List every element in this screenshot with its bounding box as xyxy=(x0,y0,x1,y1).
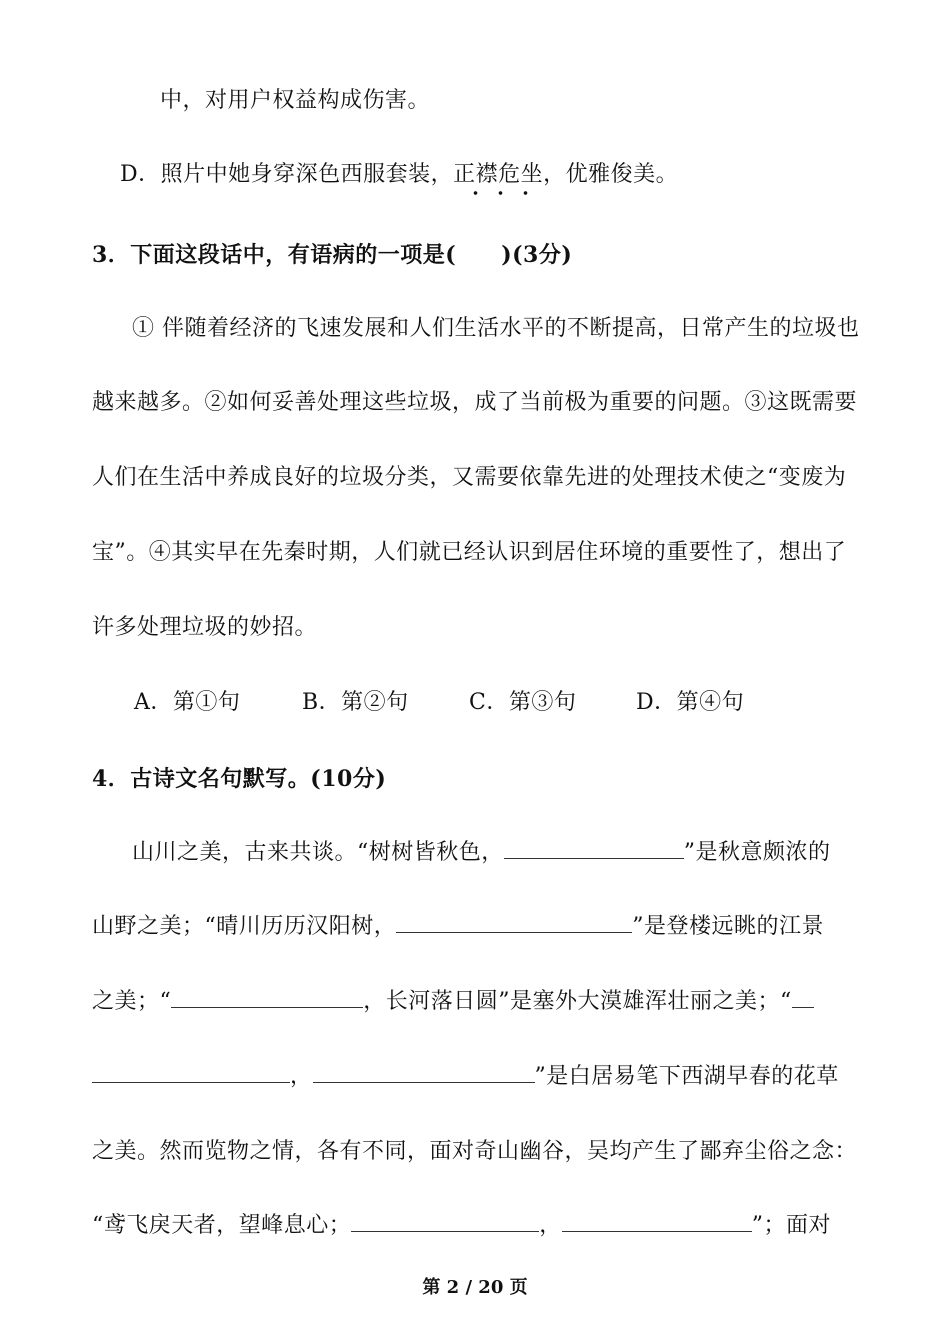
q4-line-2 xyxy=(92,912,824,942)
q4-line-3 xyxy=(92,987,814,1017)
q2-option-d-prefix: D．照片中她身穿深色西服套装， xyxy=(120,162,454,187)
answer-blank[interactable] xyxy=(171,987,363,1008)
q3-heading: 3．下面这段话中，有语病的一项是( )(3分) xyxy=(92,242,573,268)
answer-blank[interactable] xyxy=(351,1211,539,1232)
q3-passage-line: 宝”。④其实早在先秦时期，人们就已经认识到居住环境的重要性了，想出了 xyxy=(92,540,847,565)
q3-option-b: B．第②句 xyxy=(302,690,409,715)
q3-option-d: D．第④句 xyxy=(636,690,745,715)
q4-text: “鸢飞戾天者，望峰息心； xyxy=(92,1213,352,1238)
q3-options xyxy=(0,688,950,718)
page-number: 第 2 / 20 页 xyxy=(422,1277,528,1298)
q4-text: ”；面对 xyxy=(751,1213,832,1238)
q4-text: ”是登楼远眺的江景 xyxy=(632,914,824,939)
q3-option-c: C．第③句 xyxy=(469,690,577,715)
q4-text: ， xyxy=(290,1064,313,1089)
q3-passage-line: 许多处理垃圾的妙招。 xyxy=(92,615,318,640)
q4-text: ”是秋意颇浓的 xyxy=(683,840,831,865)
answer-blank[interactable] xyxy=(562,1211,752,1232)
q4-text: 之美；“ xyxy=(92,989,172,1014)
q4-text: ，长河落日圆”是塞外大漠雄浑壮丽之美；“ xyxy=(363,989,792,1014)
q3-passage-line: ① 伴随着经济的飞速发展和人们生活水平的不断提高，日常产生的垃圾也 xyxy=(132,316,860,341)
q4-text: 山野之美；“晴川历历汉阳树， xyxy=(92,914,397,939)
q4-line-5: 之美。然而览物之情，各有不同，面对奇山幽谷，吴均产生了鄙弃尘俗之念： xyxy=(92,1139,858,1164)
q3-passage-line: 越来越多。②如何妥善处理这些垃圾，成了当前极为重要的问题。③这既需要 xyxy=(92,390,858,415)
answer-blank[interactable] xyxy=(396,912,632,933)
q3-option-a: A．第①句 xyxy=(134,690,241,715)
q4-text: 山川之美，古来共谈。“树树皆秋色， xyxy=(132,840,504,865)
q4-line-4 xyxy=(92,1062,839,1092)
answer-blank[interactable] xyxy=(504,838,684,859)
answer-blank[interactable] xyxy=(313,1062,535,1083)
q4-line-6 xyxy=(92,1211,831,1241)
q4-heading: 4．古诗文名句默写。(10分) xyxy=(92,766,387,792)
answer-blank[interactable] xyxy=(92,1062,290,1083)
q2-option-d-emphasized-phrase: 正襟危坐 xyxy=(453,162,544,187)
q4-line-1 xyxy=(132,838,831,868)
q2-continuation: 中，对用户权益构成伤害。 xyxy=(160,88,431,113)
answer-blank[interactable] xyxy=(792,987,814,1008)
q4-text: ， xyxy=(539,1213,562,1238)
q3-passage-line: 人们在生活中养成良好的垃圾分类，又需要依靠先进的处理技术使之“变废为 xyxy=(92,465,847,490)
q2-option-d-suffix: ，优雅俊美。 xyxy=(543,162,679,187)
q2-option-d xyxy=(120,160,678,190)
q4-text: ”是白居易笔下西湖早春的花草 xyxy=(534,1064,839,1089)
